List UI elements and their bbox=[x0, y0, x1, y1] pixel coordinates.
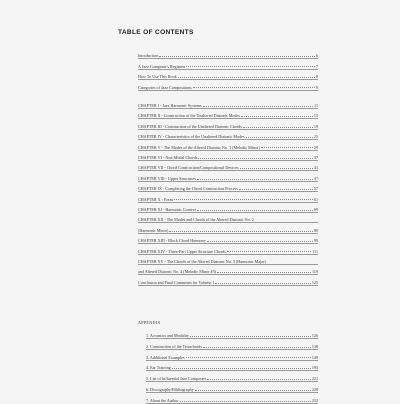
toc-entry-page: 7 bbox=[315, 63, 318, 69]
dot-leader bbox=[203, 106, 313, 107]
toc-entry-page: 125 bbox=[311, 279, 318, 285]
toc-rule bbox=[138, 58, 318, 59]
toc-rule bbox=[138, 243, 318, 244]
toc-entry-page: 6 bbox=[315, 53, 318, 58]
toc-rule bbox=[146, 370, 318, 371]
dot-leader bbox=[227, 251, 311, 252]
toc-entry[interactable] bbox=[138, 50, 318, 58]
toc-entry-page: 69 bbox=[313, 207, 318, 212]
toc-entry-page: 221 bbox=[311, 376, 318, 382]
toc-entry-title: 5. List of Influential Jazz Composers bbox=[146, 376, 207, 382]
toc-rule bbox=[138, 264, 318, 265]
dot-leader bbox=[178, 77, 315, 78]
toc-rule bbox=[146, 349, 318, 350]
toc-entry[interactable] bbox=[138, 152, 318, 160]
toc-entry-title: 3. Additional Examples bbox=[146, 354, 185, 360]
toc-entry-title: CHAPTER XIII - Block Chord Harmony bbox=[138, 238, 206, 244]
appendix-entry[interactable] bbox=[146, 384, 318, 392]
toc-entry[interactable] bbox=[138, 71, 318, 79]
appendix-entry[interactable] bbox=[146, 341, 318, 349]
toc-entry-page: 8 bbox=[315, 74, 318, 79]
toc-rule bbox=[146, 392, 318, 393]
dot-leader bbox=[197, 210, 313, 211]
toc-entry-title: A Jazz Composer's Regimen bbox=[138, 63, 185, 69]
dot-leader bbox=[207, 241, 313, 242]
toc-rule bbox=[146, 360, 318, 361]
dot-leader bbox=[239, 189, 313, 190]
toc-entry-page: 138 bbox=[311, 343, 318, 349]
toc-entry-title: (Harmonic Minor) bbox=[138, 227, 169, 233]
toc-entry-page: 47 bbox=[313, 175, 318, 181]
toc-entry-title: 7. About the Author bbox=[146, 397, 179, 403]
toc-entry[interactable] bbox=[138, 121, 318, 129]
toc-rule bbox=[138, 90, 318, 91]
toc-entry[interactable] bbox=[138, 162, 318, 170]
dot-leader bbox=[195, 390, 311, 391]
appendix-entry[interactable] bbox=[146, 352, 318, 360]
appendix-entry[interactable] bbox=[146, 395, 318, 403]
toc-entry[interactable] bbox=[138, 204, 318, 212]
toc-entry[interactable] bbox=[138, 214, 318, 222]
toc-entry[interactable] bbox=[138, 194, 318, 202]
toc-entry[interactable] bbox=[138, 266, 318, 274]
toc-entry[interactable] bbox=[138, 277, 318, 285]
toc-entry-title: CHAPTER I - Jazz Harmonic Systems bbox=[138, 103, 202, 108]
toc-entry-page: 126 bbox=[311, 333, 318, 338]
toc-entry-page: 29 bbox=[313, 144, 318, 150]
toc-entry-title: 4. Ear Training bbox=[146, 365, 171, 371]
dot-leader bbox=[186, 66, 315, 67]
toc-entry-title: CHAPTER VI - Non-Modal Chords bbox=[138, 155, 198, 160]
toc-rule bbox=[138, 254, 318, 255]
toc-entry-title: and Altered Diatonic No. 4 (Melodic Minor #5) bbox=[138, 269, 216, 275]
toc-entry-title: CHAPTER VIII - Upper Structures bbox=[138, 175, 196, 181]
toc-entry-page: 99 bbox=[313, 238, 318, 244]
toc-rule bbox=[138, 139, 318, 140]
toc-entry[interactable] bbox=[138, 61, 318, 69]
toc-entry[interactable] bbox=[138, 225, 318, 233]
dot-leader bbox=[246, 137, 313, 138]
toc-rule bbox=[138, 191, 318, 192]
toc-rule bbox=[138, 212, 318, 213]
toc-rule bbox=[138, 222, 318, 223]
toc-entry-title: CHAPTER IX - Completing the Chord Construction Process bbox=[138, 186, 238, 192]
appendix-entry[interactable] bbox=[146, 362, 318, 370]
toc-rule bbox=[146, 338, 318, 339]
toc-entry-page: 119 bbox=[312, 269, 318, 275]
toc-entry[interactable] bbox=[138, 256, 318, 264]
toc-entry-title: Conclusion and Final Comments for Volume 1 bbox=[138, 279, 215, 285]
toc-entry-page: 193 bbox=[311, 365, 318, 371]
toc-rule bbox=[138, 181, 318, 182]
dot-leader bbox=[215, 283, 311, 284]
toc-entry-title: Introduction bbox=[138, 53, 159, 58]
toc-entry-title: How To Use This Book bbox=[138, 74, 177, 79]
toc-entry[interactable] bbox=[138, 142, 318, 150]
toc-entry-title: CHAPTER XIV - Three-Part Upper Structure Chords bbox=[138, 248, 226, 254]
toc-entry[interactable] bbox=[138, 100, 318, 108]
toc-entry-page: 11 bbox=[314, 103, 318, 108]
toc-entry-title: 2. Construction of the Tetrachords bbox=[146, 343, 202, 349]
toc-rule bbox=[138, 202, 318, 203]
toc-entry[interactable] bbox=[138, 82, 318, 90]
dot-leader bbox=[174, 199, 313, 200]
toc-entry-page: 41 bbox=[313, 165, 318, 171]
toc-entry-title: CHAPTER V - The Modes of the Altered Diatonic No. 1 (Melodic Minor) bbox=[138, 144, 260, 150]
dot-leader bbox=[190, 336, 311, 337]
toc-entry-page: 9 bbox=[315, 84, 318, 90]
appendix-entry[interactable] bbox=[146, 330, 318, 338]
toc-rule bbox=[138, 160, 318, 161]
toc-entry-page: 89 bbox=[313, 227, 318, 233]
toc-entry-page: 57 bbox=[313, 186, 318, 192]
toc-entry-page: 37 bbox=[313, 155, 318, 160]
dot-leader bbox=[217, 272, 311, 273]
toc-entry-page: 228 bbox=[311, 387, 318, 392]
toc-entry-title: 6. Discography/Bibliography bbox=[146, 387, 194, 392]
toc-entry-title: CHAPTER III - Construction of the Unaltered Diatonic Chords bbox=[138, 123, 242, 129]
toc-entry-page: 19 bbox=[313, 123, 318, 129]
toc-rule bbox=[138, 118, 318, 119]
dot-leader bbox=[198, 158, 313, 159]
dot-leader bbox=[172, 368, 311, 369]
dot-leader bbox=[159, 56, 315, 57]
toc-rule bbox=[138, 150, 318, 151]
dot-leader bbox=[193, 87, 315, 88]
dot-leader bbox=[197, 179, 313, 180]
toc-rule bbox=[138, 108, 318, 109]
toc-entry-title: Categories of Jazz Compositions bbox=[138, 84, 192, 90]
toc-entry-page: 15 bbox=[313, 113, 318, 119]
toc-entry-title: CHAPTER II - Construction of the Unaltered Diatonic Modes bbox=[138, 113, 240, 119]
appendix-title: APPENDIX bbox=[138, 320, 161, 325]
dot-leader bbox=[243, 127, 313, 128]
toc-rule bbox=[138, 274, 318, 275]
toc-rule bbox=[138, 129, 318, 130]
toc-rule bbox=[138, 170, 318, 171]
toc-rule bbox=[146, 381, 318, 382]
toc-rule bbox=[138, 69, 318, 70]
toc-entry-page: 111 bbox=[312, 248, 318, 254]
toc-entry[interactable] bbox=[138, 131, 318, 139]
toc-entry[interactable] bbox=[138, 235, 318, 243]
dot-leader bbox=[207, 379, 310, 380]
toc-entry-title: CHAPTER VII - Chord Construction/Compositional Devices bbox=[138, 165, 239, 171]
dot-leader bbox=[203, 347, 311, 348]
toc-entry-title: 1. Acoustics and Modality bbox=[146, 333, 189, 338]
page-title: TABLE OF CONTENTS bbox=[118, 29, 194, 36]
toc-rule bbox=[138, 79, 318, 80]
toc-rule bbox=[138, 285, 318, 286]
toc-entry-title: CHAPTER XI - Harmonic Context bbox=[138, 207, 196, 212]
appendix-entry[interactable] bbox=[146, 373, 318, 381]
toc-entry-title: CHAPTER IV - Characteristics of the Unaltered Diatonic Modes bbox=[138, 134, 245, 140]
dot-leader bbox=[169, 231, 313, 232]
dot-leader bbox=[240, 168, 313, 169]
toc-entry-page: 232 bbox=[311, 397, 318, 403]
toc-entry-title: CHAPTER XV - The Chords of the Altered Diatonic No. 3 (Harmonic Major) bbox=[138, 259, 266, 264]
toc-entry-title: CHAPTER X - Form bbox=[138, 196, 173, 202]
dot-leader bbox=[186, 357, 311, 358]
dot-leader bbox=[180, 401, 311, 402]
toc-entry[interactable] bbox=[138, 110, 318, 118]
dot-leader bbox=[241, 116, 313, 117]
toc-rule bbox=[138, 233, 318, 234]
toc-entry[interactable] bbox=[138, 173, 318, 181]
toc-entry[interactable] bbox=[138, 183, 318, 191]
toc-entry-page: 25 bbox=[313, 134, 318, 140]
toc-entry-page: 149 bbox=[311, 354, 318, 360]
toc-entry[interactable] bbox=[138, 246, 318, 254]
toc-entry-page: 61 bbox=[313, 196, 318, 202]
dot-leader bbox=[261, 147, 313, 148]
toc-entry-title: CHAPTER XII - The Modes and Chords of the Altered Diatonic No. 2 bbox=[138, 217, 254, 223]
